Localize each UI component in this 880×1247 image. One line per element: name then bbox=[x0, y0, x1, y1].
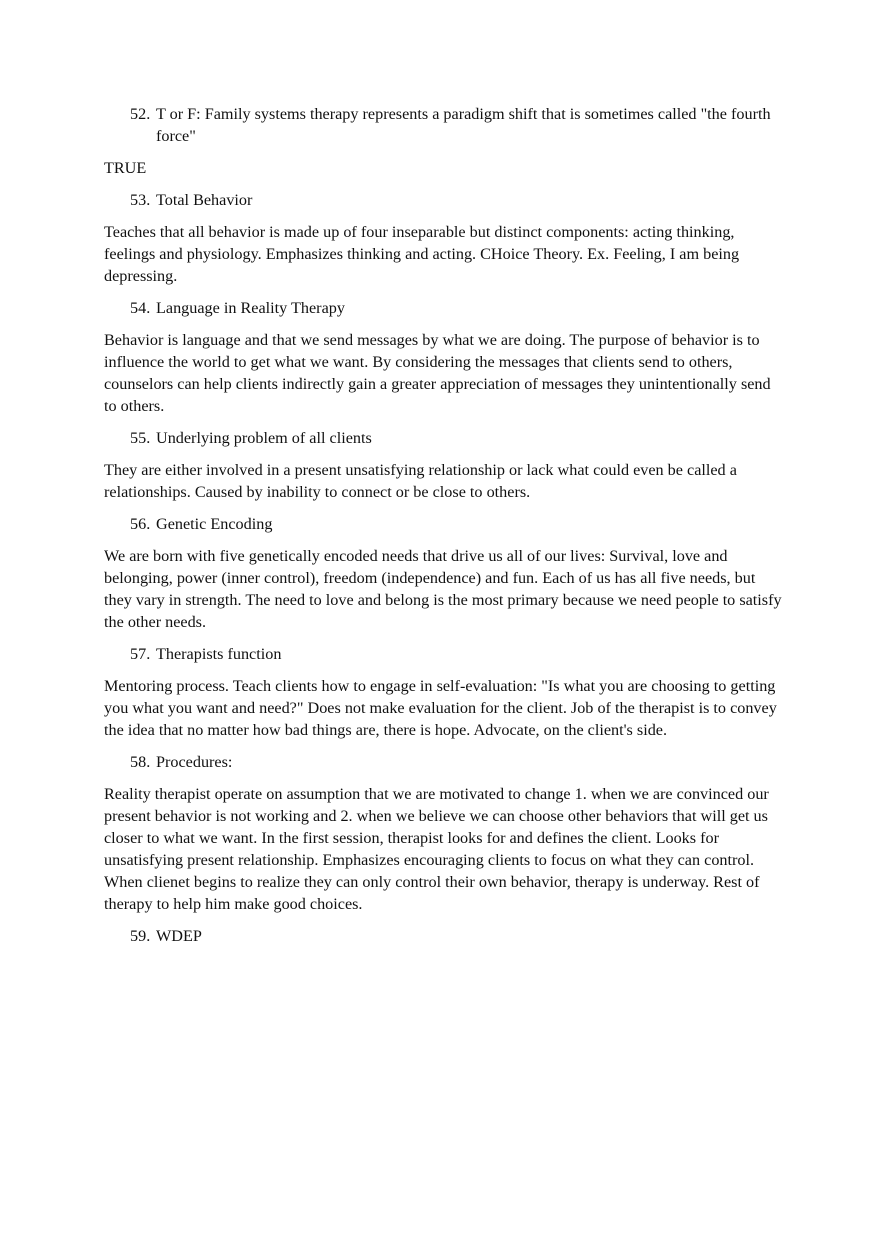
term-text: Genetic Encoding bbox=[156, 515, 273, 533]
definition-58: Reality therapist operate on assumption that we are motivated to change 1. when we are convinced our present behavior is not working and 2. when we believe we can choose other behaviors that will get us closer to what we want. In the first session, therapist looks for and defines the client. Looks for unsatisfying present relationship. Emphasizes encouraging clients to focus on what they can control. When clienet begins to realize they can only control their own behavior, therapy is underway. Rest of therapy to help him make good choices. bbox=[104, 785, 769, 913]
definition-54: Behavior is language and that we send messages by what we are doing. The purpose of behavior is to influence the world to get what we want. By considering the messages that clients send to others, counselors can help clients indirectly gain a greater appreciation of messages they unintentionally send to others. bbox=[104, 331, 771, 415]
term-text: Procedures: bbox=[156, 753, 233, 771]
term-58 bbox=[104, 751, 784, 773]
term-53 bbox=[104, 189, 784, 211]
definition-56: We are born with five genetically encoded needs that drive us all of our lives: Survival, love and belonging, power (inner control), freedom (independence) and fun. Each of us has all five needs, but they vary in strength. The need to love and belong is the most primary because we need people to satisfy the other needs. bbox=[104, 547, 782, 631]
term-text: Language in Reality Therapy bbox=[156, 299, 345, 317]
term-number: 55. bbox=[130, 429, 151, 447]
term-59 bbox=[104, 925, 784, 947]
document-page bbox=[104, 103, 784, 957]
term-number: 52. bbox=[130, 105, 151, 123]
term-52 bbox=[104, 103, 784, 147]
term-55 bbox=[104, 427, 784, 449]
term-text: Underlying problem of all clients bbox=[156, 429, 372, 447]
term-number: 53. bbox=[130, 191, 151, 209]
term-number: 56. bbox=[130, 515, 151, 533]
term-number: 58. bbox=[130, 753, 151, 771]
term-text: Therapists function bbox=[156, 645, 282, 663]
term-number: 54. bbox=[130, 299, 151, 317]
definition-57: Mentoring process. Teach clients how to engage in self-evaluation: "Is what you are choosing to getting you what you want and need?" Does not make evaluation for the client. Job of the therapist is to convey the idea that no matter how bad things are, there is hope. Advocate, on the client's side. bbox=[104, 677, 777, 739]
term-text: Total Behavior bbox=[156, 191, 253, 209]
term-number: 59. bbox=[130, 927, 151, 945]
term-number: 57. bbox=[130, 645, 151, 663]
definition-55: They are either involved in a present unsatisfying relationship or lack what could even be called a relationships. Caused by inability to connect or be close to others. bbox=[104, 461, 737, 501]
term-57 bbox=[104, 643, 784, 665]
definition-53: Teaches that all behavior is made up of four inseparable but distinct components: acting thinking, feelings and physiology. Emphasizes thinking and acting. CHoice Theory. Ex. Feeling, I am being depressing. bbox=[104, 223, 740, 285]
term-56 bbox=[104, 513, 784, 535]
term-54 bbox=[104, 297, 784, 319]
term-text: WDEP bbox=[156, 927, 202, 945]
term-text: T or F: Family systems therapy represents a paradigm shift that is sometimes called "the fourth force" bbox=[156, 105, 771, 145]
definition-52: TRUE bbox=[104, 159, 147, 177]
